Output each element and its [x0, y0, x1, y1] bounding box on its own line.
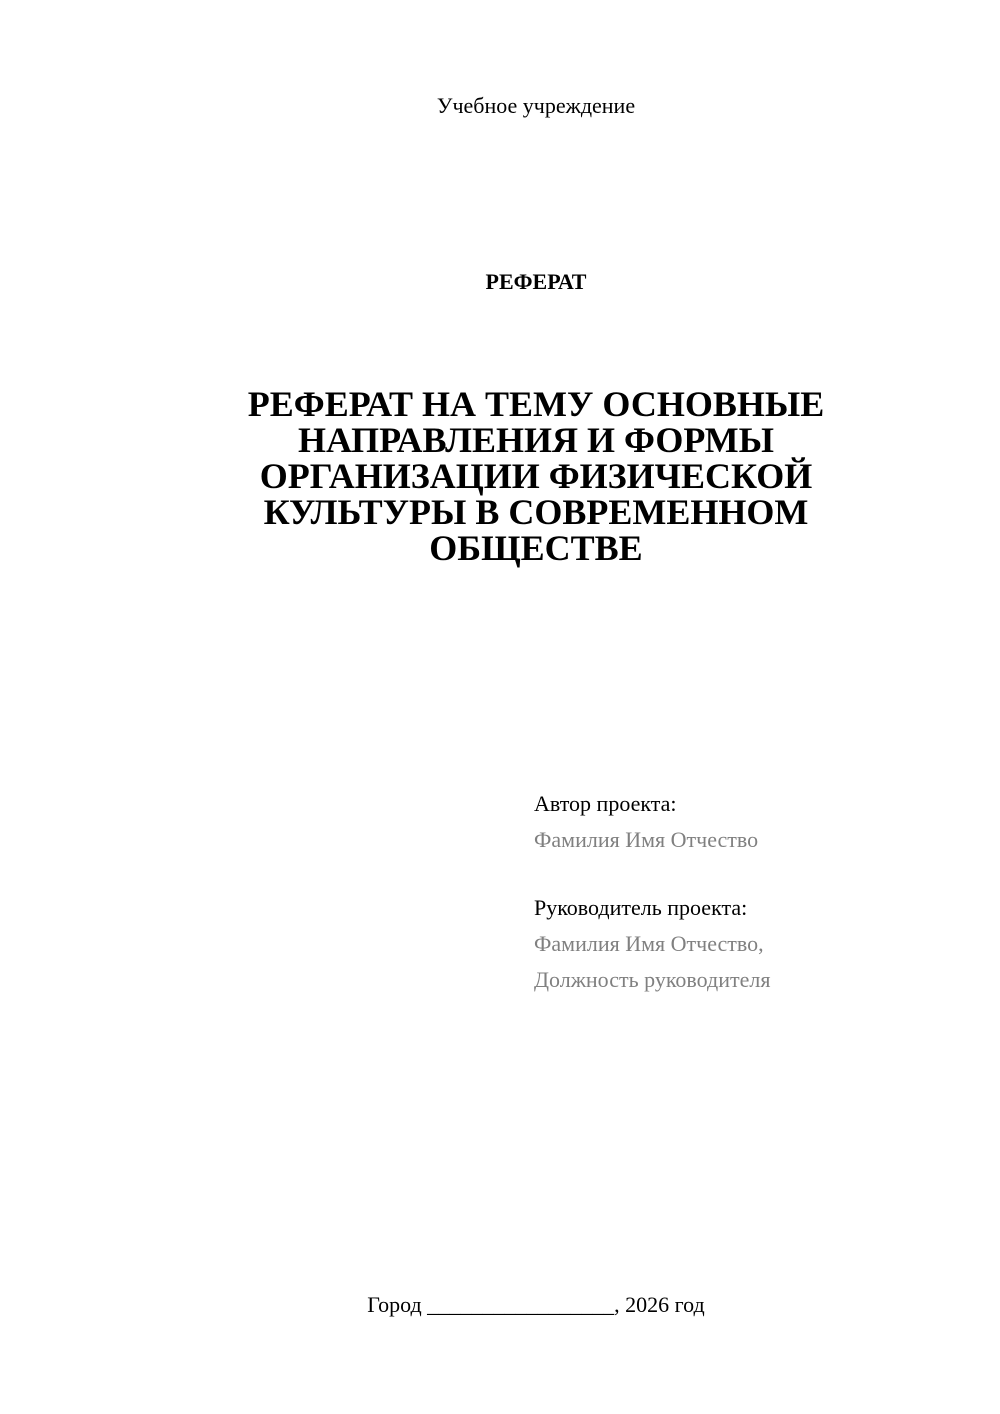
author-label: Автор проекта: — [534, 791, 677, 816]
author-name-placeholder: Фамилия Имя Отчество — [534, 827, 759, 852]
supervisor-block — [534, 890, 974, 998]
title-line: КУЛЬТУРЫ В СОВРЕМЕННОМ — [263, 492, 809, 532]
institution-name: Учебное учреждение — [436, 93, 636, 118]
document-type-label: РЕФЕРАТ — [485, 269, 587, 294]
supervisor-label: Руководитель проекта: — [534, 895, 748, 920]
title-line: НАПРАВЛЕНИЯ И ФОРМЫ — [298, 420, 774, 460]
supervisor-position-placeholder: Должность руководителя — [534, 967, 771, 992]
author-block — [534, 786, 974, 858]
title-line: ОРГАНИЗАЦИИ ФИЗИЧЕСКОЙ — [259, 456, 813, 496]
title-line: ОБЩЕСТВЕ — [429, 528, 643, 568]
document-title — [200, 386, 872, 566]
city-year-line: Город _________________, 2026 год — [367, 1292, 705, 1317]
title-line: РЕФЕРАТ НА ТЕМУ ОСНОВНЫЕ — [247, 384, 825, 424]
supervisor-name-placeholder: Фамилия Имя Отчество, — [534, 931, 764, 956]
